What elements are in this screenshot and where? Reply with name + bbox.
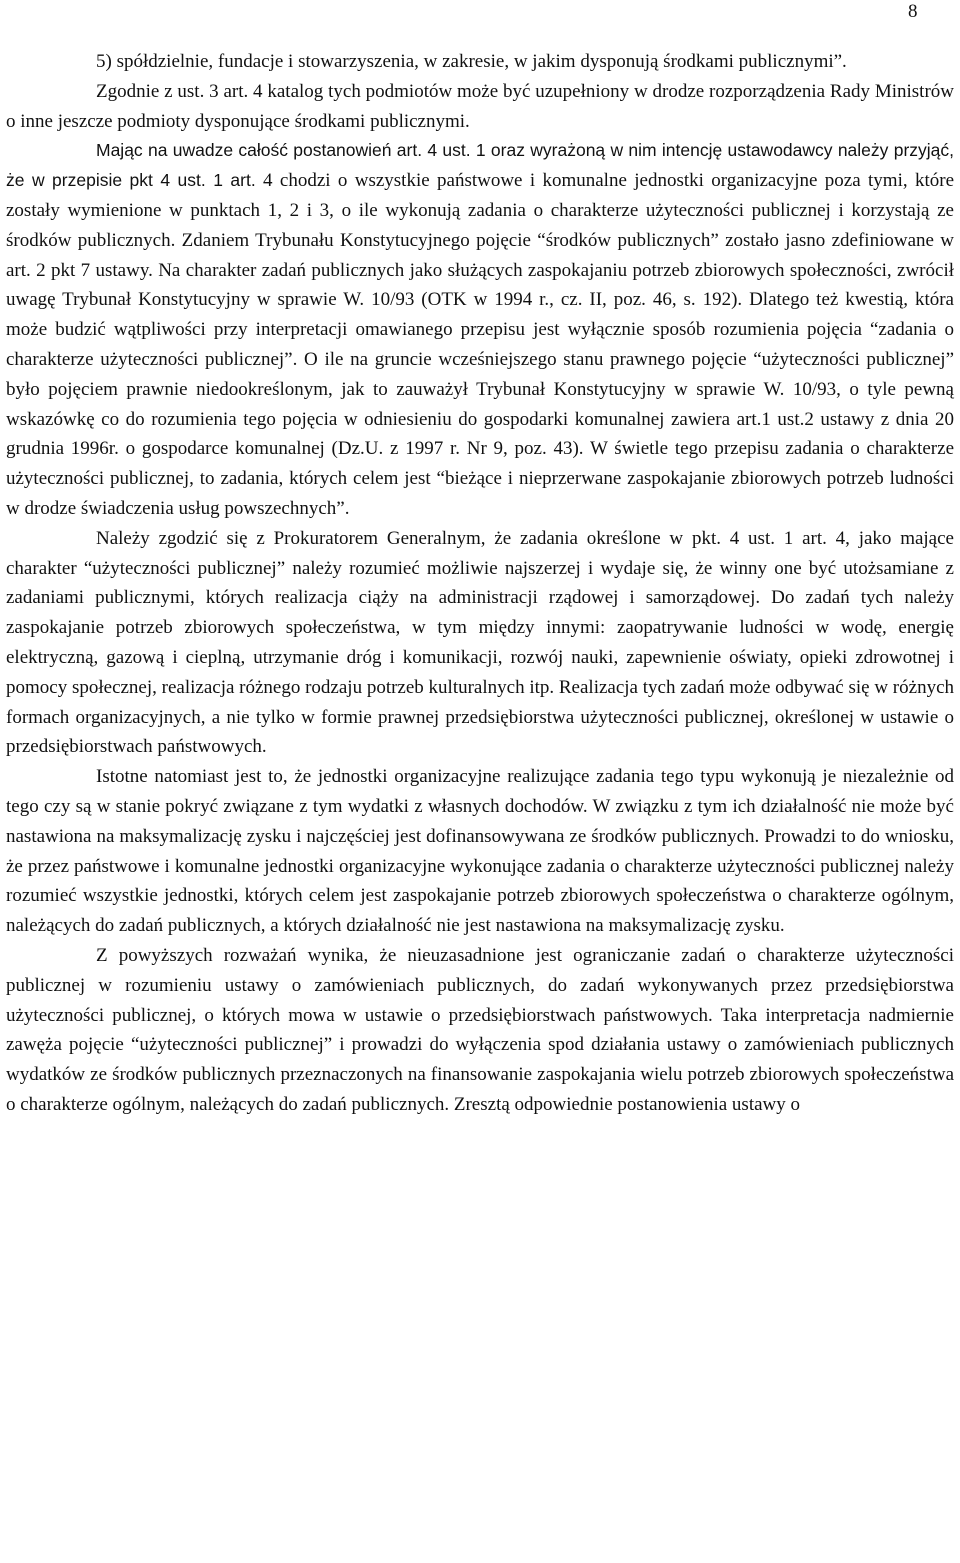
page-number: 8 [908,1,918,22]
paragraph-lead-in: Mając na uwadze całość postanowień art. 4 ust. 1 oraz wyrażoną w nim intencję ustawodawcy należy przyjąć, że w przepisie pkt 4 ust. 1 art. [6,140,954,191]
paragraph-conclusion: Z powyższych rozważań wynika, że nieuzasadnione jest ograniczanie zadań o charakterze użyteczności publicznej w rozumieniu ustawy o zamówieniach publicznych, do zadań wykonywanych przez przedsiębiorstwa użyteczności publicznej, o których mowa w ustawie o przedsiębiorstwach państwowych. Taka interpretacja nadmiernie zawęża pojęcie “użyteczności publicznej” i prowadzi do wyłączenia spod działania ustawy o zamówieniach publicznych wydatków ze środków publicznych przeznaczonych na finansowanie zaspokajania wielu potrzeb zbiorowych społeczeństwa o charakterze ogólnym, należących do zadań publicznych. Zresztą odpowiednie postanowienia ustawy o [6,944,954,1115]
document-body [6,47,954,1120]
paragraph-prosecutor-general: Należy zgodzić się z Prokuratorem Generalnym, że zadania określone w pkt. 4 ust. 1 art. 4, jako mające charakter “użyteczności publicznej” należy rozumieć możliwie najszerzej i wydaje się, że winny one być utożsamiane z zadaniami publicznymi, których realizacja ciąży na administracji rządowej i samorządowej. Do zadań tych należy zaspokajanie potrzeb zbiorowych społeczeństwa, w tym między innymi: zaopatrywanie ludności w wodę, energię elektryczną, gazową i cieplną, utrzymanie dróg i komunikacji, rozwój nauki, zapewnienie oświaty, opieki zdrowotnej i pomocy społecznej, realizacja różnego rodzaju potrzeb kulturalnych itp. Realizacja tych zadań może odbywać się w różnych formach organizacyjnych, a nie tylko w formie prawnej przedsiębiorstwa użyteczności publicznej, określonej w ustawie o przedsiębiorstwach państwowych. [6,527,955,758]
paragraph-continuation: 4 chodzi o wszystkie państwowe i komunalne jednostki organizacyjne poza tymi, które zostały wymienione w punktach 1, 2 i 3, o ile wykonują zadania o charakterze użyteczności publicznej i korzystają ze środków publicznych. Zdaniem Trybunału Konstytucyjnego pojęcie “środków publicznych” zostało jasno zdefiniowane w art. 2 pkt 7 ustawy. Na charakter zadań publicznych jako służących zaspokajaniu potrzeb zbiorowych społeczności, zwrócił uwagę Trybunał Konstytucyjny w sprawie W. 10/93 (OTK w 1994 r., cz. II, poz. 46, s. 192). Dlatego też kwestią, która może budzić wątpliwości przy interpretacji omawianego przepisu jest wyłącznie sposób rozumienia pojęcia “zadania o charakterze użyteczności publicznej”. O ile na gruncie wcześniejszego stanu prawnego pojęcie “użyteczności publicznej” było pojęciem prawnie niedookreślonym, jak to zauważył Trybunał Konstytucyjny w sprawie W. 10/93, o tyle pewną wskazówkę co do rozumienia tego pojęcia w odniesieniu do gospodarki komunalnej zawiera art.1 ust.2 ustawy z dnia 20 grudnia 1996r. o gospodarce komunalnej (Dz.U. z 1997 r. Nr 9, poz. 43). W świetle tego przepisu zadania o charakterze użyteczności publicznej, to zadania, których celem jest “bieżące i nieprzerwane zaspokajanie zbiorowych potrzeb ludności w drodze świadczenia usług powszechnych”. [6,170,954,519]
paragraph-public-funds-interpretation [6,136,954,523]
paragraph-organizational-units: Istotne natomiast jest to, że jednostki organizacyjne realizujące zadania tego typu wykonują je niezależnie od tego czy są w stanie pokryć związane z tym wydatki z własnych dochodów. W związku z tym ich działalność nie może być nastawiona na maksymalizację zysku i najczęściej jest dofinansowywana ze środków publicznych. Prowadzi to do wniosku, że przez państwowe i komunalne jednostki organizacyjne wykonujące zadania o charakterze użyteczności publicznej należy rozumieć wszystkie jednostki, których celem jest zaspokajanie potrzeb zbiorowych społeczeństwa o charakterze ogólnym, należących do zadań publicznych, a których działalność nie jest nastawiona na maksymalizację zysku. [6,766,954,937]
paragraph-list-item-5: 5) spółdzielnie, fundacje i stowarzyszenia, w zakresie, w jakim dysponują środkami publicznymi”. [96,51,847,72]
paragraph-catalog-extension: Zgodnie z ust. 3 art. 4 katalog tych podmiotów może być uzupełniony w drodze rozporządzenia Rady Ministrów o inne jeszcze podmioty dysponujące środkami publicznymi. [6,80,954,132]
